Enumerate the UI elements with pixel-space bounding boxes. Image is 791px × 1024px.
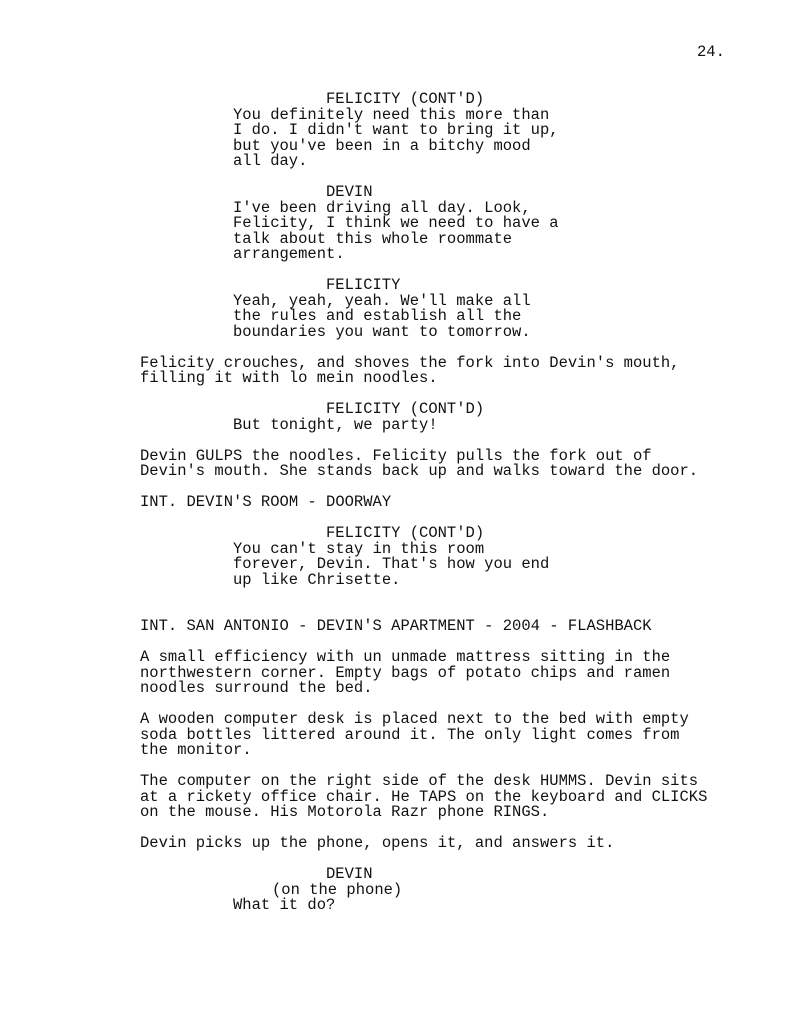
dialogue-line: But tonight, we party! [233, 415, 438, 434]
action-line: A small efficiency with un unmade mattress sitting in the [140, 648, 671, 666]
action-line: the monitor. [140, 741, 252, 759]
action-line: Devin GULPS the noodles. Felicity pulls the fork out of [140, 446, 652, 465]
dialogue-line: Yeah, yeah, yeah. We'll make all [233, 291, 531, 310]
character-cue: FELICITY (CONT'D) [326, 524, 485, 542]
blank-line [0, 852, 791, 868]
action-line: The computer on the right side of the desk HUMMS. Devin sits [140, 772, 699, 790]
action-line: at a rickety office chair. He TAPS on the keyboard and CLICKS [140, 787, 708, 806]
dialogue-line: up like Chrisette. [233, 570, 401, 589]
action-line: noodles surround the bed. [140, 679, 373, 697]
action-line: Devin picks up the phone, opens it, and answers it. [140, 834, 615, 852]
action-line: A wooden computer desk is placed next to the bed with empty [140, 710, 689, 728]
dialogue-line: I've been driving all day. Look, [233, 198, 531, 217]
dialogue-line: You can't stay in this room [233, 539, 485, 558]
dialogue-line: but you've been in a bitchy mood [233, 136, 531, 155]
dialogue-line: the rules and establish all the [233, 307, 522, 325]
character-cue: FELICITY [326, 276, 401, 294]
blank-line [0, 588, 791, 604]
dialogue-line: talk about this whole roommate [233, 229, 513, 248]
screenplay-body [0, 92, 791, 914]
page-number: 24. [697, 43, 725, 61]
action-line: on the mouse. His Motorola Razr phone RINGS. [140, 803, 550, 821]
dialogue-line: forever, Devin. That's how you end [233, 555, 550, 573]
action-line: soda bottles littered around it. The only light comes from [140, 725, 680, 744]
dialogue-line: all day. [233, 152, 308, 170]
character-cue: DEVIN [326, 183, 373, 201]
character-cue: FELICITY (CONT'D) [326, 90, 485, 108]
action-line: Devin's mouth. She stands back up and walks toward the door. [140, 462, 699, 480]
dialogue-line: What it do? [233, 896, 336, 914]
blank-line [0, 170, 791, 186]
scene-heading: INT. SAN ANTONIO - DEVIN'S APARTMENT - 2004 - FLASHBACK [140, 617, 652, 635]
action-line: filling it with lo mein noodles. [140, 369, 438, 387]
character-cue: FELICITY (CONT'D) [326, 400, 485, 418]
blank-line [0, 480, 791, 496]
dialogue-line: Felicity, I think we need to have a [233, 214, 559, 232]
dialogue-line: boundaries you want to tomorrow. [233, 322, 531, 341]
action-line: Felicity crouches, and shoves the fork into Devin's mouth, [140, 353, 680, 372]
dialogue-line: I do. I didn't want to bring it up, [233, 121, 559, 139]
dialogue-line: You definitely need this more than [233, 105, 550, 124]
parenthetical: (on the phone) [272, 880, 403, 899]
character-cue: DEVIN [326, 865, 373, 883]
scene-heading: INT. DEVIN'S ROOM - DOORWAY [140, 493, 392, 511]
dialogue-line: arrangement. [233, 245, 345, 263]
action-line: northwestern corner. Empty bags of potato chips and ramen [140, 663, 671, 682]
